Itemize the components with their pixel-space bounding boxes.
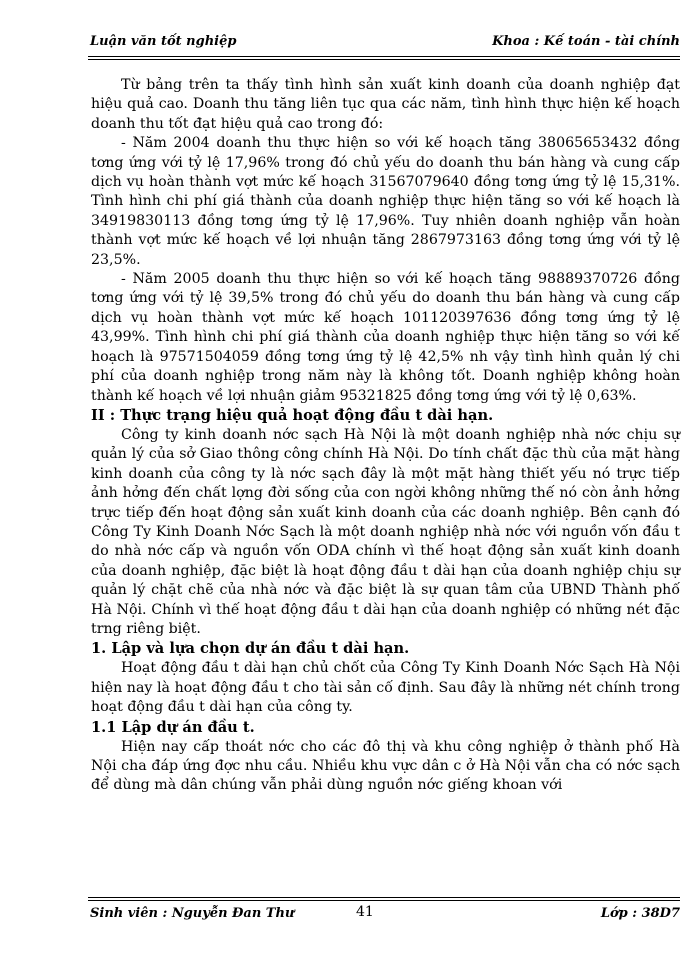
footer-class: Lớp : 38D7 [600, 906, 680, 921]
paragraph-2004: - Năm 2004 doanh thu thực hiện so với kế hoạch tăng 38065653432 đồng tơng ứng với tỷ lệ 17,96% trong đó chủ yếu do doanh thu bán hàng và cung cấp dịch vụ hoàn thành vợt mức kế hoạch 31567079640 đồng tơng ứng tỷ lệ 15,31%. Tình hình chi phí giá thành của doanh nghiệp thực hiện tăng so với kế hoạch là 34919830113 đồng tơng ứng tỷ lệ 17,96%. Tuy nhiên doanh nghiệp vẫn hoàn thành vợt mức kế hoạch về lợi nhuận tăng 2867973163 đồng tơng ứng với tỷ lệ 23,5%. [91, 135, 680, 268]
page-header [90, 34, 680, 52]
paragraph-investment: Hoạt động đầu t dài hạn chủ chốt của Công Ty Kinh Doanh Nớc Sạch Hà Nội hiện nay là hoạt động đầu t cho tài sản cố định. Sau đây là những nét chính trong hoạt động đầu t dài hạn của công ty. [91, 660, 680, 716]
footer-rule [88, 897, 680, 898]
paragraph-intro: Từ bảng trên ta thấy tình hình sản xuất kinh doanh của doanh nghiệp đạt hiệu quả cao. Doanh thu tăng liên tục qua các năm, tình hình thực hiện kế hoạch doanh thu tốt đạt hiệu quả cao trong đó: [91, 77, 680, 132]
page-body [91, 76, 680, 796]
header-faculty: Khoa : Kế toán - tài chính [492, 34, 680, 49]
footer-rule-thin [88, 900, 680, 901]
paragraph-company: Công ty kinh doanh nớc sạch Hà Nội là một doanh nghiệp nhà nớc chịu sự quản lý của sở Giao thông công chính Hà Nội. Do tính chất đặc thù của mặt hàng kinh doanh của công ty là nớc sạch đây là một mặt hàng thiết yếu nó trực tiếp ảnh hởng đến chất lợng đời sống của con ngời không những thế nó còn ảnh hởng trực tiếp đến hoạt động sản xuất kinh doanh của các doanh nghiệp. Bên cạnh đó Công Ty Kinh Doanh Nớc Sạch là một doanh nghiệp nhà nớc với nguồn vốn đầu t do nhà nớc cấp và nguồn vốn ODA chính vì thế hoạt động sản xuất kinh doanh của doanh nghiệp, đặc biệt là hoạt động đầu t dài hạn của doanh nghiệp chịu sự quản lý chặt chẽ của nhà nớc và đặc biệt là sự quan tâm của UBND Thành phố Hà Nội. Chính vì thế hoạt động đầu t dài hạn của doanh nghiệp có những nét đặc trng riêng biệt. [91, 426, 680, 637]
page-number: 41 [356, 904, 374, 920]
section-heading-ii: II : Thực trạng hiệu quả hoạt động đầu t dài hạn. [91, 406, 494, 424]
paragraph-water-supply: Hiện nay cấp thoát nớc cho các đô thị và khu công nghiệp ở thành phố Hà Nội cha đáp ứng đợc nhu cầu. Nhiều khu vực dân c ở Hà Nội vẫn cha có nớc sạch để dùng mà dân chúng vẫn phải dùng nguồn nớc giếng khoan với [91, 738, 680, 794]
header-rule-thin [88, 59, 680, 60]
footer-student: Sinh viên : Nguyễn Đan Thư [90, 906, 295, 921]
section-heading-1-1: 1.1 Lập dự án đầu t. [91, 718, 255, 736]
header-rule [88, 56, 680, 57]
section-heading-1: 1. Lập và lựa chọn dự án đầu t dài hạn. [91, 640, 410, 658]
header-thesis-title: Luận văn tốt nghiệp [90, 34, 237, 49]
page-footer [90, 904, 680, 924]
paragraph-2005: - Năm 2005 doanh thu thực hiện so với kế hoạch tăng 98889370726 đồng tơng ứng với tỷ lệ 39,5% trong đó chủ yếu do doanh thu bán hàng và cung cấp dịch vụ hoàn thành vợt mức kế hoạch 101120397636 đồng tơng ứng tỷ lệ 43,99%. Tình hình chi phí giá thành của doanh nghiệp thực hiện tăng so với kế hoạch là 97571504059 đồng tơng ứng tỷ lệ 42,5% nh vậy tình hình quản lý chi phí của doanh nghiệp trong năm này là không tốt. Doanh nghiệp không hoàn thành kế hoạch về lợi nhuận giảm 95321825 đồng tơng ứng với tỷ lệ 0,63%. [91, 271, 680, 404]
